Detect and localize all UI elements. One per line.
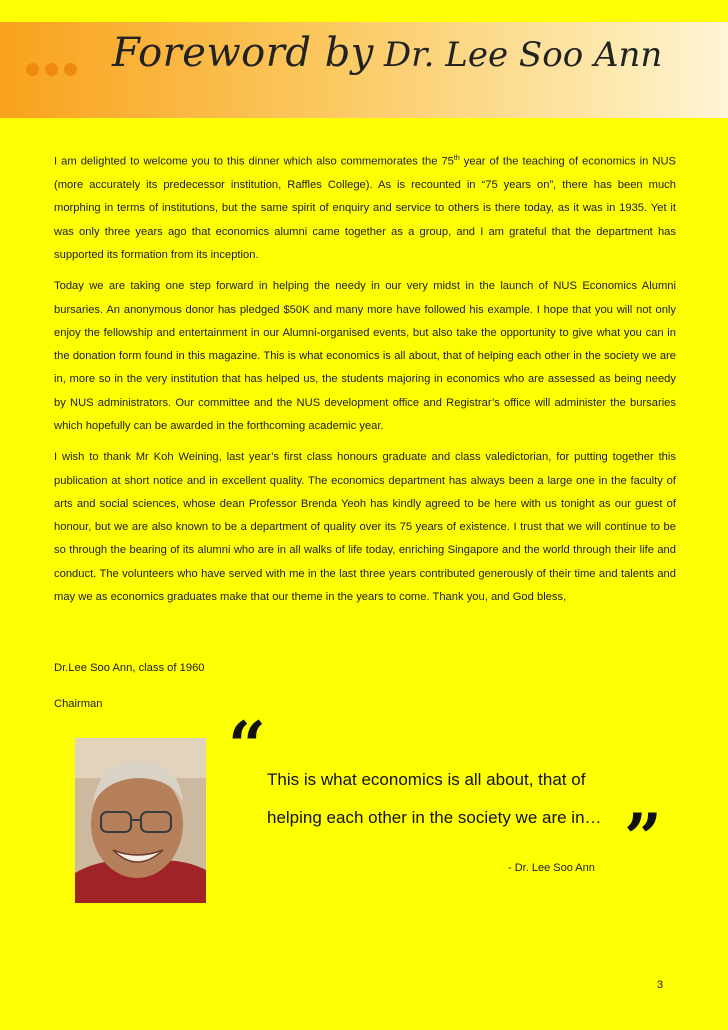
ordinal-suffix: th bbox=[453, 155, 460, 162]
pull-quote-line-2: helping each other in the society we are in… bbox=[267, 808, 602, 827]
dot-icon bbox=[26, 63, 39, 76]
close-quote-mark: ” bbox=[624, 799, 662, 877]
paragraph-1 bbox=[54, 147, 676, 267]
author-photo bbox=[75, 738, 206, 903]
title-main: Foreword by bbox=[112, 30, 374, 76]
open-quote-mark: “ bbox=[228, 707, 266, 785]
pull-quote-line-1: This is what economics is all about, that of bbox=[267, 770, 586, 789]
decorative-dots bbox=[26, 63, 77, 76]
page-number: 3 bbox=[657, 979, 664, 991]
paragraph-1-rest: year of the teaching of economics in NUS (more accurately its predecessor institution, Raffles College). As is recounted in “75 years on”, there has been much morphing in terms of institutions, but the same spirit of enquiry and service to others is there today, as it was in 1935. Yet it was only three years ago that economics alumni came together as a group, and I am grateful that the department has supported its formation from its inception. bbox=[54, 155, 676, 261]
page-title bbox=[112, 30, 662, 76]
dot-icon bbox=[64, 63, 77, 76]
paragraph-3: I wish to thank Mr Koh Weining, last year’s first class honours graduate and class valedictorian, for putting together this publication at short notice and in excellent quality. The economics department has always been a large one in the faculty of arts and social sciences, whose dean Professor Brenda Yeoh has kindly agreed to be here with us tonight as our guest of honour, but we are also known to be a department of quality over its 75 years of existence. I trust that we will continue to be so through the bearing of its alumni who are in all walks of life today, enriching Singapore and the world through their life and conduct. The volunteers who have served with me in the last three years contributed generously of their time and talents and may we as economics graduates make that our theme in the years to come. Thank you, and God bless, bbox=[54, 451, 676, 604]
dot-icon bbox=[45, 63, 58, 76]
paragraph-2: Today we are taking one step forward in helping the needy in our very midst in the launch of NUS Economics Alumni bursaries. An anonymous donor has pledged $50K and many more have followed his example. I hope that you will not only enjoy the fellowship and entertainment in our Alumni-organised events, but also take the opportunity to give what you can in the donation form found in this magazine. This is what economics is all about, that of helping each other in the society we are in, more so in the very institution that has helped us, the students majoring in economics who are assessed as being needy by NUS administrators. Our committee and the NUS development office and Registrar’s office will administer the bursaries which hopefully can be awarded in the forthcoming academic year. bbox=[54, 280, 676, 432]
title-name: Dr. Lee Soo Ann bbox=[383, 35, 663, 75]
signature-name: Dr.Lee Soo Ann, class of 1960 bbox=[54, 662, 205, 674]
foreword-body bbox=[54, 147, 676, 617]
paragraph-1-start: I am delighted to welcome you to this dinner which also commemorates the 75 bbox=[54, 155, 454, 168]
signature-role: Chairman bbox=[54, 698, 103, 710]
quote-attribution: - Dr. Lee Soo Ann bbox=[508, 862, 595, 874]
portrait-image bbox=[75, 738, 206, 903]
